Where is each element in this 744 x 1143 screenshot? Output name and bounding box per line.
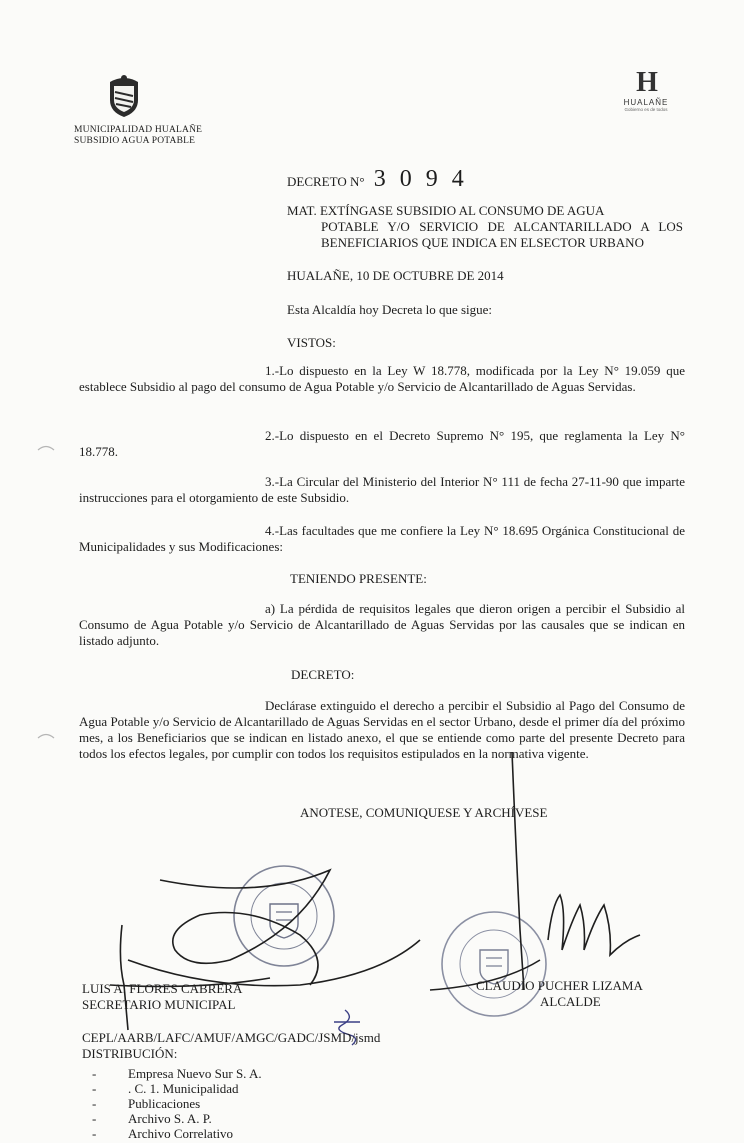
decree-number: 3 0 9 4 bbox=[373, 166, 468, 192]
logo-tagline: Gobierno es de todos bbox=[624, 107, 668, 112]
decree-label: DECRETO N° bbox=[287, 174, 365, 189]
vistos-item-4: 4.-Las facultades que me confiere la Ley N° 18.695 Orgánica Constitucional de Municipalidades y sus Modificaciones: bbox=[79, 523, 685, 554]
subject-line-2: POTABLE Y/O SERVICIO DE ALCANTARILLADO A LOS BENEFICIARIOS QUE INDICA EN ELSECTOR URBANO bbox=[321, 219, 683, 250]
distribution-initials: CEPL/AARB/LAFC/AMUF/AMGC/GADC/JSMD/jsmd bbox=[82, 1030, 381, 1045]
intro-text: Esta Alcaldía hoy Decreta lo que sigue: bbox=[287, 302, 493, 317]
vistos-item-3: 3.-La Circular del Ministerio del Interior N° 111 de fecha 27-11-90 que imparte instrucciones para el otorgamiento de este Subsidio. bbox=[79, 474, 685, 505]
distribution-heading: DISTRIBUCIÓN: bbox=[82, 1046, 178, 1061]
vistos-item-2: 2.-Lo dispuesto en el Decreto Supremo N° 195, que reglamenta la Ley N° 18.778. bbox=[79, 428, 685, 459]
distribution-item: - . C. 1. Municipalidad bbox=[82, 1081, 380, 1096]
margin-punch-mark-icon bbox=[38, 447, 54, 739]
distribution-list bbox=[82, 1066, 380, 1141]
teniendo-heading: TENIENDO PRESENTE: bbox=[290, 571, 427, 586]
hualane-logo-icon: H bbox=[636, 67, 656, 98]
distribution-item: - Archivo S. A. P. bbox=[82, 1111, 380, 1126]
mayor-title: ALCALDE bbox=[540, 994, 601, 1009]
decreto-text: Declárase extinguido el derecho a percibir el Subsidio al Pago del Consumo de Agua Potable y/o Servicio de Alcantarillado de Aguas Servidas en el sector Urbano, desde el primer día del próximo mes, a los Beneficiarios que se indican en listado anexo, el que se entiende como parte del presente Decreto para todos los efectos legales, por cumplir con todos los requisitos estipulados en la normativa vigente. bbox=[79, 698, 685, 761]
place-date: HUALAÑE, 10 DE OCTUBRE DE 2014 bbox=[287, 268, 504, 283]
subject-line-1: MAT. EXTÍNGASE SUBSIDIO AL CONSUMO DE AGUA bbox=[287, 203, 605, 218]
secretary-title: SECRETARIO MUNICIPAL bbox=[82, 997, 236, 1012]
vistos-item-1: 1.-Lo dispuesto en la Ley W 18.778, modificada por la Ley N° 19.059 que establece Subsidio al pago del consumo de Agua Potable y/o Servicio de Alcantarillado de Aguas Servidas. bbox=[79, 363, 685, 394]
municipality-name: MUNICIPALIDAD HUALAÑE bbox=[74, 125, 203, 135]
logo-name: HUALAÑE bbox=[623, 98, 669, 107]
secretary-signature-block bbox=[82, 981, 242, 1013]
mayor-name: CLAUDIO PUCHER LIZAMA bbox=[476, 978, 643, 993]
secretary-name: LUIS A. FLORES CABRERA bbox=[82, 981, 243, 996]
department-name: SUBSIDIO AGUA POTABLE bbox=[74, 136, 196, 146]
vistos-heading: VISTOS: bbox=[287, 335, 336, 350]
distribution-item: - Empresa Nuevo Sur S. A. bbox=[82, 1066, 380, 1081]
mayor-signature-block bbox=[476, 978, 643, 1010]
teniendo-text: a) La pérdida de requisitos legales que dieron origen a percibir el Subsidio al Consumo de Agua Potable y/o Servicio de Alcantarillado de Aguas Servidas por las causales que se indican en listado adjunto. bbox=[79, 601, 685, 648]
distribution-block bbox=[82, 1030, 380, 1141]
distribution-item: - Publicaciones bbox=[82, 1096, 380, 1111]
closing-formula: ANOTESE, COMUNIQUESE Y ARCHÍVESE bbox=[300, 805, 548, 820]
decreto-heading: DECRETO: bbox=[291, 667, 355, 682]
distribution-item: - Archivo Correlativo bbox=[82, 1126, 380, 1141]
